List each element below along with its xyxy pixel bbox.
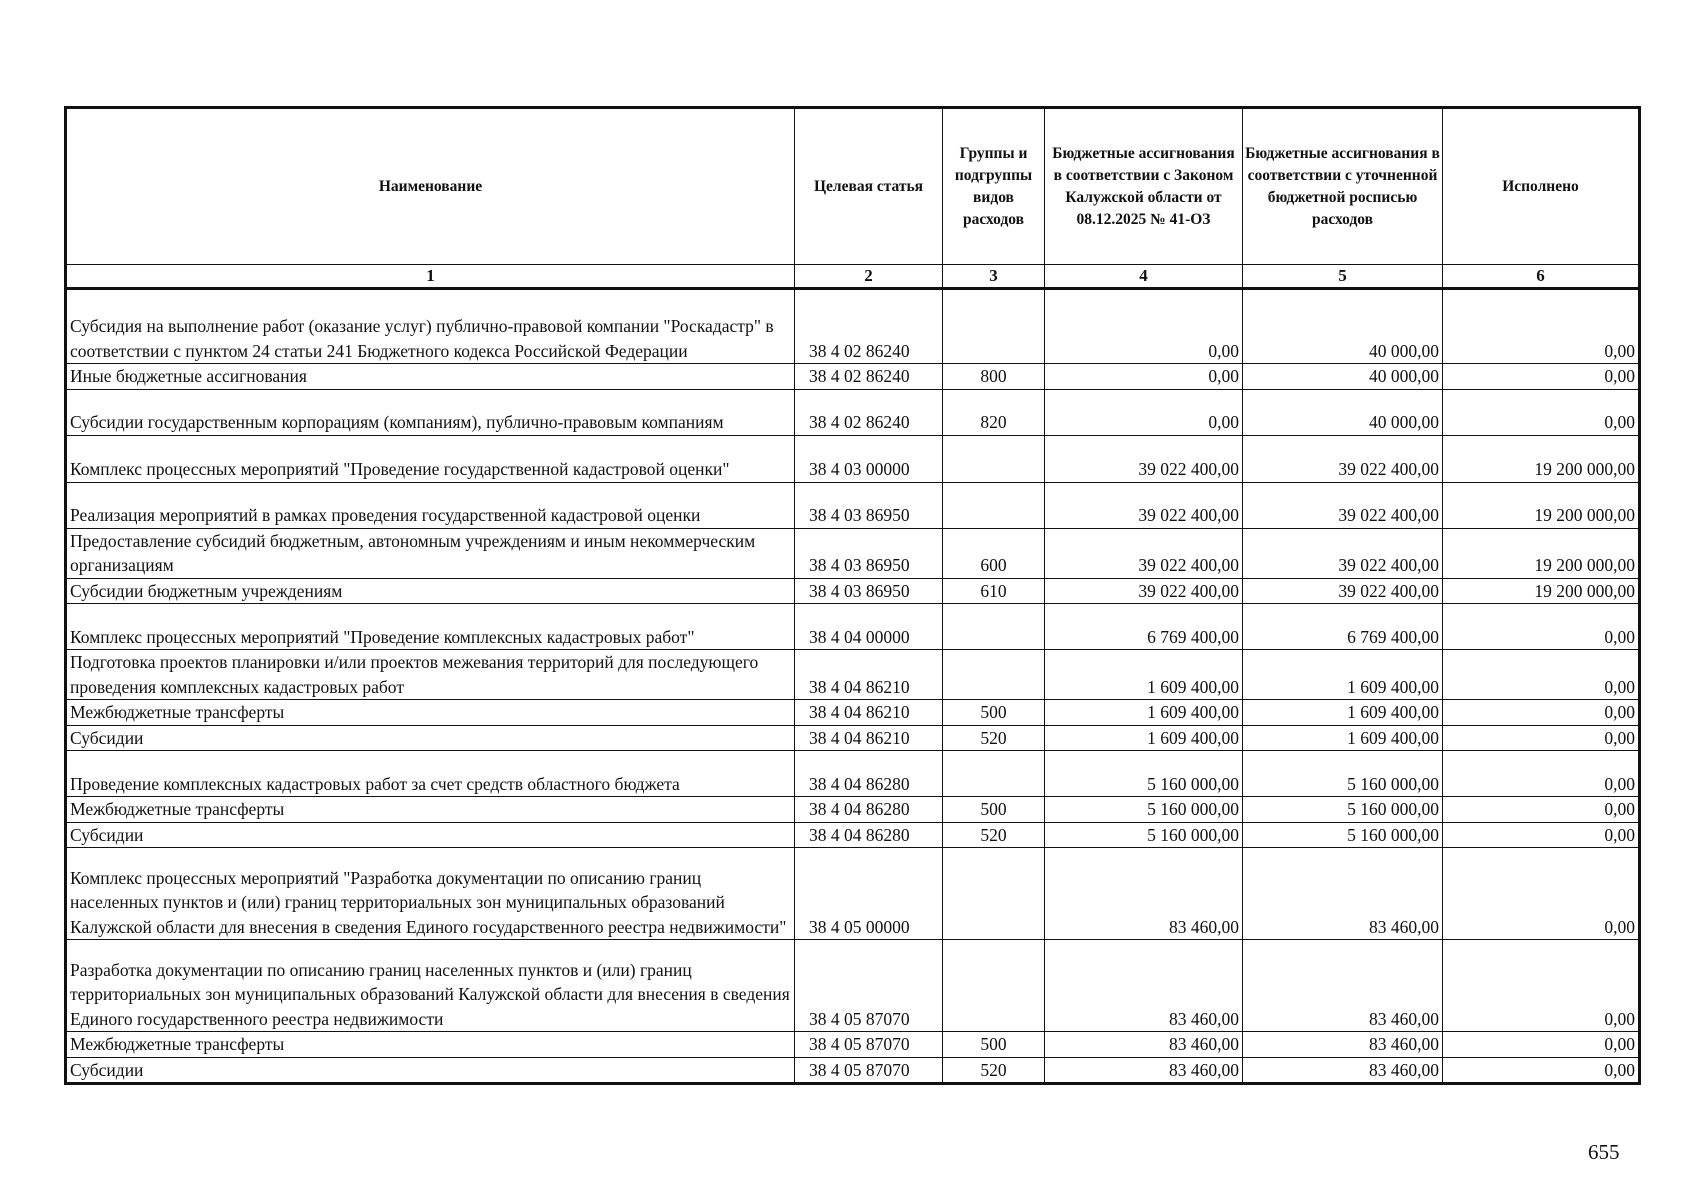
executed-amount-cell: 0,00 — [1443, 822, 1640, 848]
revised-amount-cell: 40 000,00 — [1243, 364, 1443, 390]
law-amount-cell: 5 160 000,00 — [1045, 751, 1243, 797]
table-row — [66, 604, 1640, 650]
row-name-cell: Разработка документации по описанию границ населенных пунктов и (или) границ территориальных зон муниципальных образований Калужской области для внесения в сведения Единого государственного реестра недвижимости — [66, 940, 795, 1032]
target-article-cell: 38 4 03 86950 — [795, 528, 943, 578]
revised-amount-cell: 40 000,00 — [1243, 389, 1443, 435]
column-number: 4 — [1045, 265, 1243, 289]
executed-amount-cell: 19 200 000,00 — [1443, 528, 1640, 578]
executed-amount-cell: 0,00 — [1443, 650, 1640, 700]
revised-amount-cell: 5 160 000,00 — [1243, 751, 1443, 797]
revised-amount-cell: 83 460,00 — [1243, 940, 1443, 1032]
law-amount-cell: 0,00 — [1045, 389, 1243, 435]
expense-group-cell: 610 — [943, 578, 1045, 604]
expense-group-cell: 500 — [943, 700, 1045, 726]
expense-group-cell — [943, 604, 1045, 650]
table-row — [66, 797, 1640, 823]
executed-amount-cell: 0,00 — [1443, 700, 1640, 726]
law-amount-cell: 0,00 — [1045, 364, 1243, 390]
executed-amount-cell: 0,00 — [1443, 289, 1640, 364]
target-article-cell: 38 4 05 87070 — [795, 940, 943, 1032]
table-row — [66, 650, 1640, 700]
revised-amount-cell: 40 000,00 — [1243, 289, 1443, 364]
expense-group-cell — [943, 848, 1045, 940]
executed-amount-cell: 0,00 — [1443, 940, 1640, 1032]
revised-amount-cell: 6 769 400,00 — [1243, 604, 1443, 650]
column-number-row — [66, 265, 1640, 289]
header-revised-allocations: Бюджетные ассигнования в соответствии с уточненной бюджетной росписью расходов — [1243, 108, 1443, 265]
law-amount-cell: 83 460,00 — [1045, 1032, 1243, 1058]
row-name-cell: Предоставление субсидий бюджетным, автономным учреждениям и иным некоммерческим организациям — [66, 528, 795, 578]
revised-amount-cell: 83 460,00 — [1243, 1032, 1443, 1058]
table-row — [66, 1057, 1640, 1084]
header-law-allocations: Бюджетные ассигнования в соответствии с Законом Калужской области от 08.12.2025 № 41-ОЗ — [1045, 108, 1243, 265]
expense-group-cell: 500 — [943, 1032, 1045, 1058]
row-name-cell: Комплекс процессных мероприятий "Проведение государственной кадастровой оценки" — [66, 435, 795, 482]
target-article-cell: 38 4 03 00000 — [795, 435, 943, 482]
table-row — [66, 435, 1640, 482]
law-amount-cell: 1 609 400,00 — [1045, 700, 1243, 726]
revised-amount-cell: 39 022 400,00 — [1243, 578, 1443, 604]
executed-amount-cell: 19 200 000,00 — [1443, 578, 1640, 604]
expense-group-cell: 800 — [943, 364, 1045, 390]
expense-group-cell: 520 — [943, 1057, 1045, 1084]
executed-amount-cell: 0,00 — [1443, 1057, 1640, 1084]
law-amount-cell: 39 022 400,00 — [1045, 482, 1243, 528]
table-row — [66, 528, 1640, 578]
expense-group-cell — [943, 435, 1045, 482]
row-name-cell: Субсидии — [66, 725, 795, 751]
revised-amount-cell: 1 609 400,00 — [1243, 650, 1443, 700]
target-article-cell: 38 4 02 86240 — [795, 364, 943, 390]
column-number: 2 — [795, 265, 943, 289]
target-article-cell: 38 4 05 87070 — [795, 1032, 943, 1058]
target-article-cell: 38 4 03 86950 — [795, 578, 943, 604]
target-article-cell: 38 4 05 00000 — [795, 848, 943, 940]
revised-amount-cell: 83 460,00 — [1243, 1057, 1443, 1084]
row-name-cell: Межбюджетные трансферты — [66, 797, 795, 823]
row-name-cell: Комплекс процессных мероприятий "Разработка документации по описанию границ населенных пунктов и (или) границ территориальных зон муниципальных образований Калужской области для внесения в сведения Единого государственного реестра недвижимости" — [66, 848, 795, 940]
law-amount-cell: 1 609 400,00 — [1045, 725, 1243, 751]
row-name-cell: Комплекс процессных мероприятий "Проведение комплексных кадастровых работ" — [66, 604, 795, 650]
target-article-cell: 38 4 04 86280 — [795, 797, 943, 823]
revised-amount-cell: 5 160 000,00 — [1243, 822, 1443, 848]
table-row — [66, 578, 1640, 604]
executed-amount-cell: 0,00 — [1443, 797, 1640, 823]
law-amount-cell: 83 460,00 — [1045, 1057, 1243, 1084]
expense-group-cell: 500 — [943, 797, 1045, 823]
column-number: 3 — [943, 265, 1045, 289]
revised-amount-cell: 5 160 000,00 — [1243, 797, 1443, 823]
table-row — [66, 822, 1640, 848]
table-row — [66, 1032, 1640, 1058]
expense-group-cell: 600 — [943, 528, 1045, 578]
expense-group-cell: 820 — [943, 389, 1045, 435]
executed-amount-cell: 19 200 000,00 — [1443, 435, 1640, 482]
executed-amount-cell: 0,00 — [1443, 725, 1640, 751]
target-article-cell: 38 4 04 86210 — [795, 650, 943, 700]
expense-group-cell — [943, 940, 1045, 1032]
target-article-cell: 38 4 05 87070 — [795, 1057, 943, 1084]
header-target-article: Целевая статья — [795, 108, 943, 265]
law-amount-cell: 39 022 400,00 — [1045, 578, 1243, 604]
row-name-cell: Субсидия на выполнение работ (оказание услуг) публично-правовой компании "Роскадастр" в соответствии с пунктом 24 статьи 241 Бюджетного кодекса Российской Федерации — [66, 289, 795, 364]
target-article-cell: 38 4 03 86950 — [795, 482, 943, 528]
executed-amount-cell: 0,00 — [1443, 1032, 1640, 1058]
row-name-cell: Субсидии — [66, 1057, 795, 1084]
target-article-cell: 38 4 04 86210 — [795, 725, 943, 751]
revised-amount-cell: 83 460,00 — [1243, 848, 1443, 940]
law-amount-cell: 0,00 — [1045, 289, 1243, 364]
law-amount-cell: 39 022 400,00 — [1045, 435, 1243, 482]
header-row — [66, 108, 1640, 265]
page-number: 655 — [1588, 1140, 1620, 1164]
expense-group-cell: 520 — [943, 725, 1045, 751]
executed-amount-cell: 0,00 — [1443, 364, 1640, 390]
revised-amount-cell: 39 022 400,00 — [1243, 435, 1443, 482]
target-article-cell: 38 4 04 86210 — [795, 700, 943, 726]
law-amount-cell: 1 609 400,00 — [1045, 650, 1243, 700]
revised-amount-cell: 1 609 400,00 — [1243, 700, 1443, 726]
expense-group-cell — [943, 751, 1045, 797]
row-name-cell: Межбюджетные трансферты — [66, 700, 795, 726]
executed-amount-cell: 0,00 — [1443, 604, 1640, 650]
law-amount-cell: 39 022 400,00 — [1045, 528, 1243, 578]
executed-amount-cell: 0,00 — [1443, 751, 1640, 797]
target-article-cell: 38 4 02 86240 — [795, 289, 943, 364]
row-name-cell: Субсидии государственным корпорациям (компаниям), публично-правовым компаниям — [66, 389, 795, 435]
target-article-cell: 38 4 04 86280 — [795, 822, 943, 848]
expense-group-cell — [943, 482, 1045, 528]
row-name-cell: Подготовка проектов планировки и/или проектов межевания территорий для последующего проведения комплексных кадастровых работ — [66, 650, 795, 700]
target-article-cell: 38 4 04 86280 — [795, 751, 943, 797]
expense-group-cell — [943, 650, 1045, 700]
table-row — [66, 482, 1640, 528]
column-number: 5 — [1243, 265, 1443, 289]
law-amount-cell: 5 160 000,00 — [1045, 822, 1243, 848]
budget-execution-table — [64, 106, 1641, 1085]
executed-amount-cell: 19 200 000,00 — [1443, 482, 1640, 528]
row-name-cell: Реализация мероприятий в рамках проведения государственной кадастровой оценки — [66, 482, 795, 528]
table-row — [66, 751, 1640, 797]
revised-amount-cell: 39 022 400,00 — [1243, 482, 1443, 528]
row-name-cell: Проведение комплексных кадастровых работ за счет средств областного бюджета — [66, 751, 795, 797]
column-number: 1 — [66, 265, 795, 289]
header-executed: Исполнено — [1443, 108, 1640, 265]
target-article-cell: 38 4 02 86240 — [795, 389, 943, 435]
table-row — [66, 940, 1640, 1032]
law-amount-cell: 83 460,00 — [1045, 940, 1243, 1032]
target-article-cell: 38 4 04 00000 — [795, 604, 943, 650]
row-name-cell: Субсидии — [66, 822, 795, 848]
executed-amount-cell: 0,00 — [1443, 389, 1640, 435]
table-row — [66, 364, 1640, 390]
row-name-cell: Субсидии бюджетным учреждениям — [66, 578, 795, 604]
row-name-cell: Межбюджетные трансферты — [66, 1032, 795, 1058]
column-number: 6 — [1443, 265, 1640, 289]
row-name-cell: Иные бюджетные ассигнования — [66, 364, 795, 390]
executed-amount-cell: 0,00 — [1443, 848, 1640, 940]
expense-group-cell — [943, 289, 1045, 364]
law-amount-cell: 6 769 400,00 — [1045, 604, 1243, 650]
law-amount-cell: 5 160 000,00 — [1045, 797, 1243, 823]
table-row — [66, 725, 1640, 751]
revised-amount-cell: 39 022 400,00 — [1243, 528, 1443, 578]
expense-group-cell: 520 — [943, 822, 1045, 848]
table-body — [66, 289, 1640, 1084]
law-amount-cell: 83 460,00 — [1045, 848, 1243, 940]
table-row — [66, 289, 1640, 364]
table-row — [66, 700, 1640, 726]
revised-amount-cell: 1 609 400,00 — [1243, 725, 1443, 751]
table-row — [66, 389, 1640, 435]
header-name: Наименование — [66, 108, 795, 265]
header-expense-groups: Группы и подгруппы видов расходов — [943, 108, 1045, 265]
table-row — [66, 848, 1640, 940]
